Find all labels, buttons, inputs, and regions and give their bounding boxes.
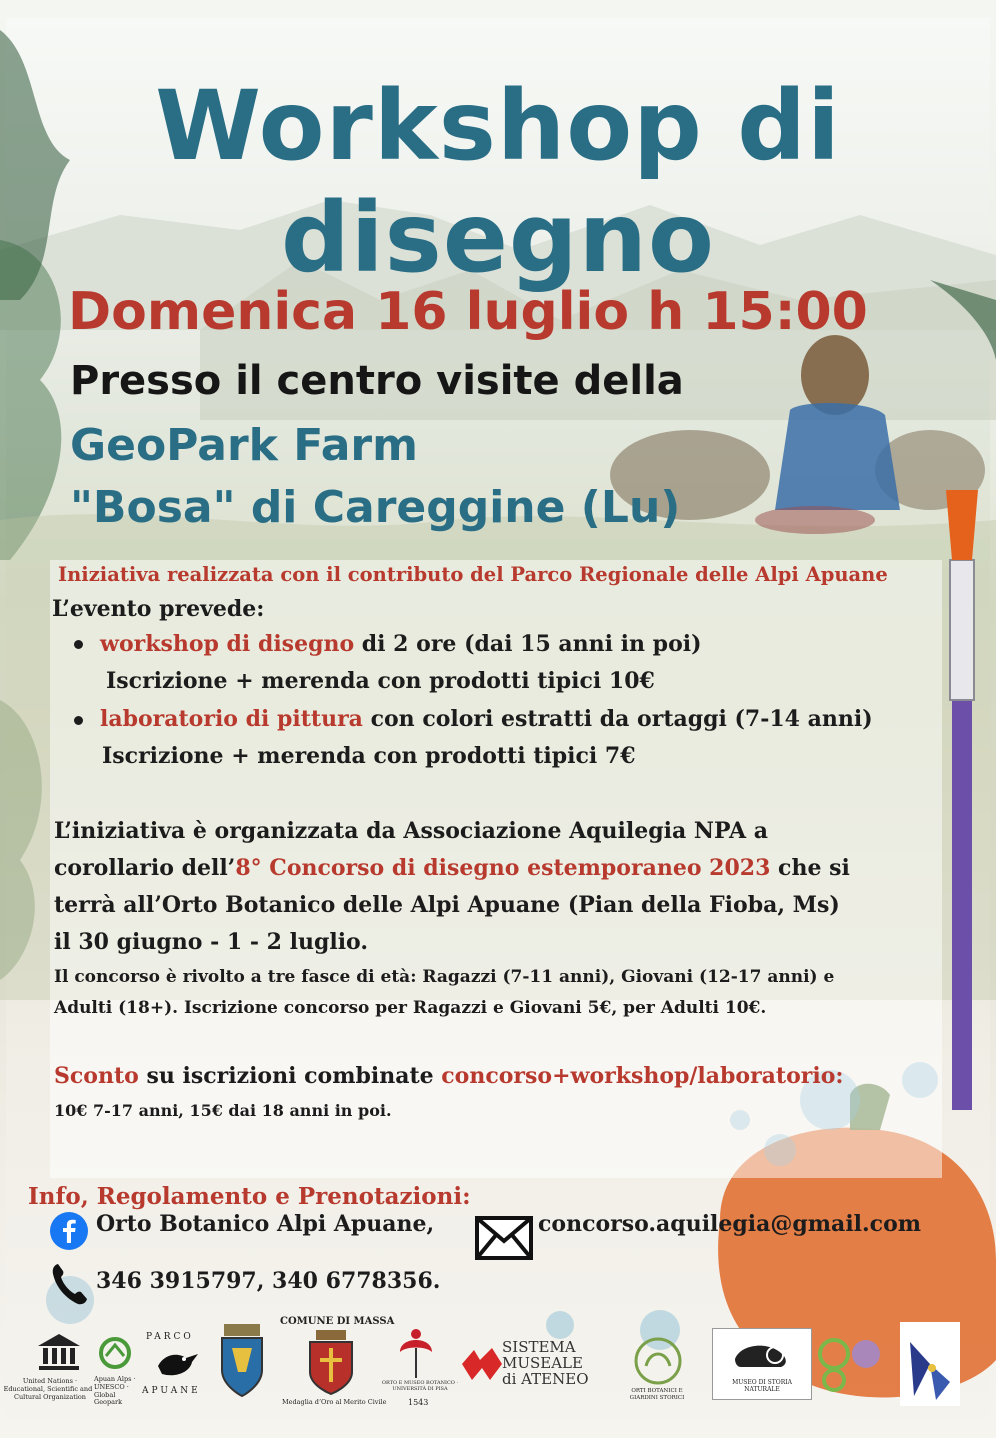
child-body [775,403,900,510]
organizer-line-1: L’iniziativa è organizzata da Associazione Aquilegia NPA a [54,818,768,844]
comune-caption: Medaglia d’Oro al Merito Civile [282,1398,387,1406]
facebook-icon[interactable] [50,1212,88,1250]
program-item-2-highlight: laboratorio di pittura [100,706,363,732]
bullet-2 [74,716,83,725]
phone-icon [50,1262,88,1306]
program-item-1-text: di 2 ore (dai 15 anni in poi) [354,631,702,657]
unesco-logo [36,1332,82,1372]
orti-botanici-logo [630,1336,686,1386]
logos-strip [0,1318,996,1418]
sistema-line-1: SISTEMA [502,1338,576,1356]
discount-text: su iscrizioni combinate [138,1063,442,1089]
discount-line-2: 10€ 7-17 anni, 15€ dai 18 anni in poi. [54,1101,392,1120]
program-heading: L’evento prevede: [52,596,265,622]
orto-caption: ORTO E MUSEO BOTANICO · UNIVERSITÀ DI PISA [381,1380,459,1392]
poster-title: Workshop di disegno [155,70,841,294]
parco-top: PARCO [146,1332,194,1342]
brush-handle [952,690,972,1110]
email-address[interactable]: concorso.aquilegia@gmail.com [538,1211,922,1237]
sistema-museale-logo [460,1346,504,1382]
program-item-1 [100,631,702,657]
sistema-line-3: di ATENEO [502,1370,589,1388]
parco-bottom: APUANE [142,1386,201,1396]
program-item-1-sub: Iscrizione + merenda con prodotti tipici 10€ [106,668,655,694]
program-item-2-sub: Iscrizione + merenda con prodotti tipici 7€ [102,743,636,769]
geopark-logo [98,1336,132,1370]
contest-line-2: Adulti (18+). Iscrizione concorso per Ragazzi e Giovani 5€, per Adulti 10€. [54,998,767,1018]
discount-label: Sconto [54,1063,139,1089]
contest-line-1: Il concorso è rivolto a tre fasce di età: Ragazzi (7-11 anni), Giovani (12-17 anni) e [54,967,835,987]
museo-caption: MUSEO DI STORIA NATURALE [732,1379,792,1393]
phone-numbers[interactable]: 346 3915797, 340 6778356. [96,1268,441,1294]
organizer-line-2-pre: corollario dell’ [54,855,236,881]
sistema-line-2: MUSEALE [502,1354,583,1372]
sponsor-line: Iniziativa realizzata con il contributo del Parco Regionale delle Alpi Apuane [58,563,888,586]
discount-combo: concorso+workshop/laboratorio: [441,1063,844,1089]
program-item-2 [100,706,873,732]
pellegrini-logo [814,1332,886,1398]
orti-caption: ORTI BOTANICI E GIARDINI STORICI [629,1388,685,1401]
child-shadow [755,506,875,534]
aquilegia-logo-box [900,1322,960,1406]
orto-year: 1543 [408,1398,429,1407]
facebook-label[interactable]: Orto Botanico Alpi Apuane, [96,1211,435,1237]
venue-name: GeoPark Farm [70,420,418,471]
unesco-caption: United Nations · Educational, Scientific and · Cultural Organization [3,1377,97,1401]
organizer-line-2 [54,855,850,881]
careggine-crest [216,1322,268,1402]
program-item-2-text: con colori estratti da ortaggi (7-14 anni) [362,706,873,732]
comune-title: COMUNE DI MASSA [280,1316,395,1327]
program-item-1-highlight: workshop di disegno [100,631,355,657]
venue-location: "Bosa" di Careggine (Lu) [70,482,681,533]
massa-crest [306,1330,356,1396]
discount-line-1 [54,1063,844,1089]
event-date: Domenica 16 luglio h 15:00 [68,282,868,342]
child-head [801,335,869,415]
venue-intro: Presso il centro visite della [70,358,684,404]
geopark-caption: Apuan Alps · UNESCO · Global Geopark [94,1375,136,1407]
organizer-line-4: il 30 giugno - 1 - 2 luglio. [54,929,369,955]
contest-name: 8° Concorso di disegno estemporaneo 2023 [235,855,771,881]
info-title: Info, Regolamento e Prenotazioni: [28,1183,471,1210]
brush-ferrule [950,560,974,700]
orto-botanico-logo [392,1322,440,1380]
whale-icon [731,1335,791,1375]
organizer-line-2-post: che si [770,855,850,881]
museo-logo-box [712,1328,812,1400]
bullet-1 [74,640,83,649]
parco-bird-logo [152,1344,202,1384]
mail-icon [474,1215,534,1261]
organizer-line-3: terrà all’Orto Botanico delle Alpi Apuane (Pian della Fioba, Ms) [54,892,840,918]
aquilegia-flower-logo [900,1322,960,1406]
